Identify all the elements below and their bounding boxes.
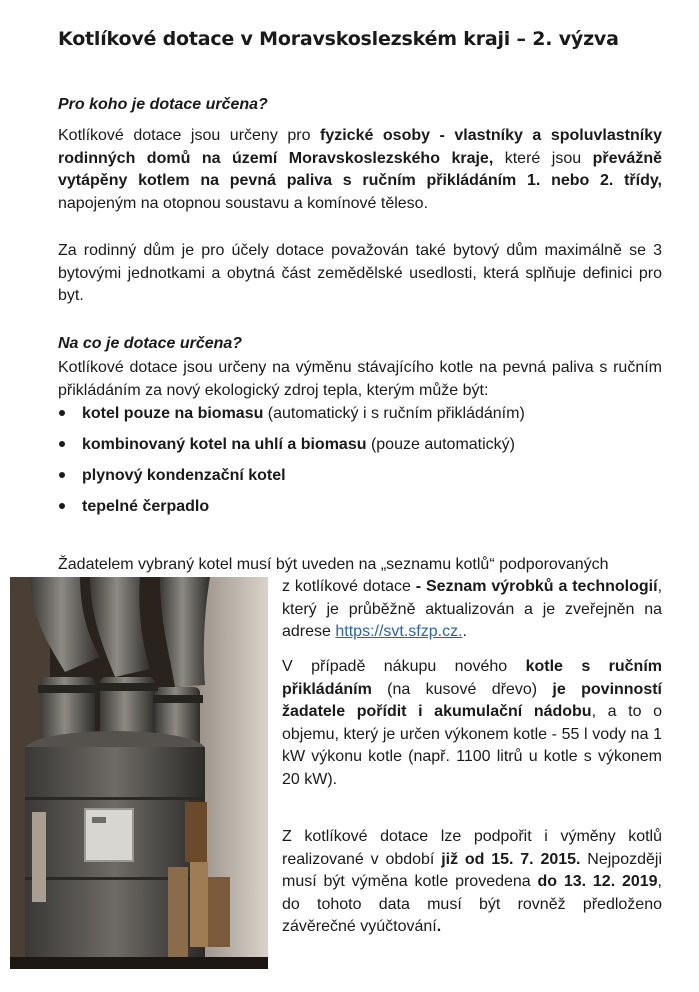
text: napojeným na otopnou soustavu a komínové těleso. xyxy=(58,194,429,212)
paragraph-house-definition: Za rodinný dům je pro účely dotace považován také bytový dům maximálně se 3 bytovými jednotkami a obytná část zemědělské usedlosti, která splňuje definici pro byt. xyxy=(58,242,662,304)
list-item xyxy=(58,465,662,496)
paragraph-boiler-list xyxy=(282,576,662,644)
bullet-icon xyxy=(59,503,65,509)
list-item xyxy=(58,403,662,434)
paragraph-purpose-intro: Kotlíkové dotace jsou určeny na výměnu stávajícího kotle na pevná paliva s ručním přikládáním za nový ekologický zdroj tepla, kterým může být: xyxy=(58,359,662,399)
paragraph-eligibility xyxy=(58,125,662,215)
bold-text: plynový kondenzační kotel xyxy=(82,467,286,484)
text: z kotlíkové dotace xyxy=(282,578,416,595)
text: Nejpozději musí být výměna kotle provedena xyxy=(282,850,663,890)
text: V případě nákupu nového xyxy=(282,658,526,675)
text: , a to o objemu, který je určen výkonem kotle - 55 l vody na 1 kW výkonu kotle (např. 1100 litrů u kotle s výkonem 20 kW). xyxy=(282,703,663,788)
bold-text: kotel pouze na biomasu xyxy=(82,405,264,422)
bullet-icon xyxy=(59,472,65,478)
bold-text: . xyxy=(436,918,442,935)
bold-text: kombinovaný kotel na uhlí a biomasu xyxy=(82,436,367,453)
text: , který je průběžně aktualizován a je zveřejněn na adrese xyxy=(282,578,663,640)
page-title: Kotlíkové dotace v Moravskoslezském kraji – 2. výzva xyxy=(58,28,619,50)
bold-text: již od 15. 7. 2015. xyxy=(441,850,581,868)
boiler-illustration xyxy=(10,577,268,969)
text: , do tohoto data musí být rovněž předloženo závěrečné vyúčtování xyxy=(282,873,662,935)
text: . xyxy=(462,623,467,640)
bullet-icon xyxy=(59,441,65,447)
paragraph-accumulation-tank xyxy=(282,656,662,791)
text: Z kotlíkové dotace lze podpořit i výměny kotlů realizované v období xyxy=(282,828,662,868)
text: Kotlíkové dotace jsou určeny pro xyxy=(58,127,320,144)
paragraph-dates xyxy=(282,826,662,939)
text: (na kusové dřevo) xyxy=(371,680,553,698)
list-item xyxy=(58,434,662,465)
list-item xyxy=(58,496,662,527)
bold-text: fyzické osoby - vlastníky a spoluvlastníky rodinných domů na území Moravskoslezského kraje, xyxy=(58,127,662,167)
section-heading-for-whom: Pro koho je dotace určena? xyxy=(58,96,268,113)
bold-text: převážně vytápěny kotlem na pevná paliva s ručním přikládáním 1. nebo 2. třídy, xyxy=(58,149,662,189)
text: které jsou xyxy=(493,149,593,167)
boiler-photo xyxy=(10,577,268,969)
bold-text: do 13. 12. 2019 xyxy=(537,873,658,890)
boiler-type-list xyxy=(58,403,662,527)
bold-text: - Seznam výrobků a technologií xyxy=(415,578,658,595)
text: (automatický i s ručním přikládáním) xyxy=(263,405,525,422)
section-heading-purpose: Na co je dotace určena? xyxy=(58,335,243,352)
bold-text: kotle s ručním přikládáním xyxy=(282,658,662,698)
bold-text: je povinností žadatele pořídit i akumulační nádobu xyxy=(282,680,663,720)
paragraph-boiler-list-line: Žadatelem vybraný kotel musí být uveden na „seznamu kotlů“ podporovaných xyxy=(58,556,609,573)
bullet-icon xyxy=(59,410,65,416)
svt-link[interactable]: https://svt.sfzp.cz. xyxy=(335,623,463,640)
bold-text: tepelné čerpadlo xyxy=(82,498,210,515)
text: (pouze automatický) xyxy=(366,436,516,453)
